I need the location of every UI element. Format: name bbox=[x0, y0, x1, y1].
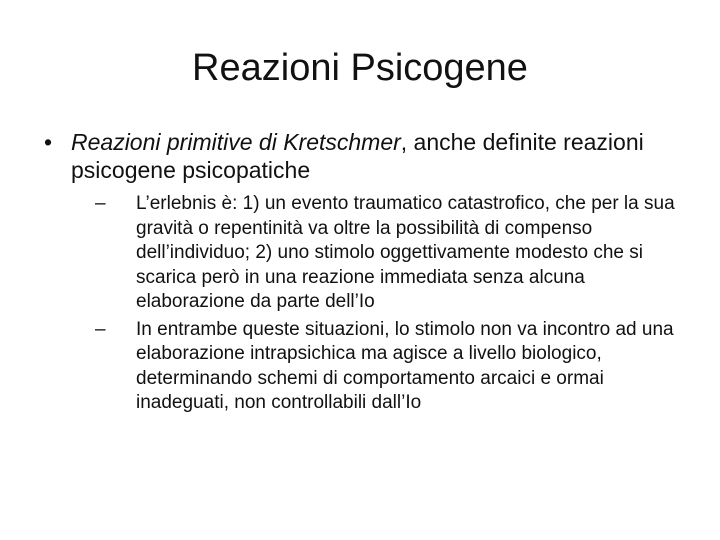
sub-bullet-text: In entrambe queste situazioni, lo stimolo non va incontro ad una elaborazione intrapsichica ma agisce a livello biologico, determinando schemi di comportamento arcaici e ormai inadeguati, non controllabili dall’Io bbox=[136, 318, 674, 413]
sub-bullet-text: L’erlebnis è: 1) un evento traumatico catastrofico, che per la sua gravità o repentinità va oltre la possibilità di compenso dell’individuo; 2) uno stimolo oggettivamente modesto che si scarica però in una reazione immediata senza alcuna elaborazione da parte dell’Io bbox=[136, 193, 675, 312]
sub-bullet-marker: – bbox=[95, 193, 106, 214]
bullet-item bbox=[44, 128, 684, 184]
sub-bullet-item bbox=[95, 318, 684, 416]
bullet-text bbox=[71, 129, 644, 183]
sub-bullet-list bbox=[44, 192, 684, 416]
bullet-marker: • bbox=[44, 129, 53, 155]
bullet-rest-text: , anche definite reazioni psicogene psicopatiche bbox=[71, 129, 644, 183]
slide-content bbox=[44, 128, 684, 419]
slide-title: Reazioni Psicogene bbox=[192, 47, 528, 89]
bullet-italic-text: Reazioni primitive di Kretschmer bbox=[71, 129, 401, 155]
sub-bullet-item bbox=[95, 192, 684, 315]
sub-bullet-marker: – bbox=[95, 318, 106, 340]
